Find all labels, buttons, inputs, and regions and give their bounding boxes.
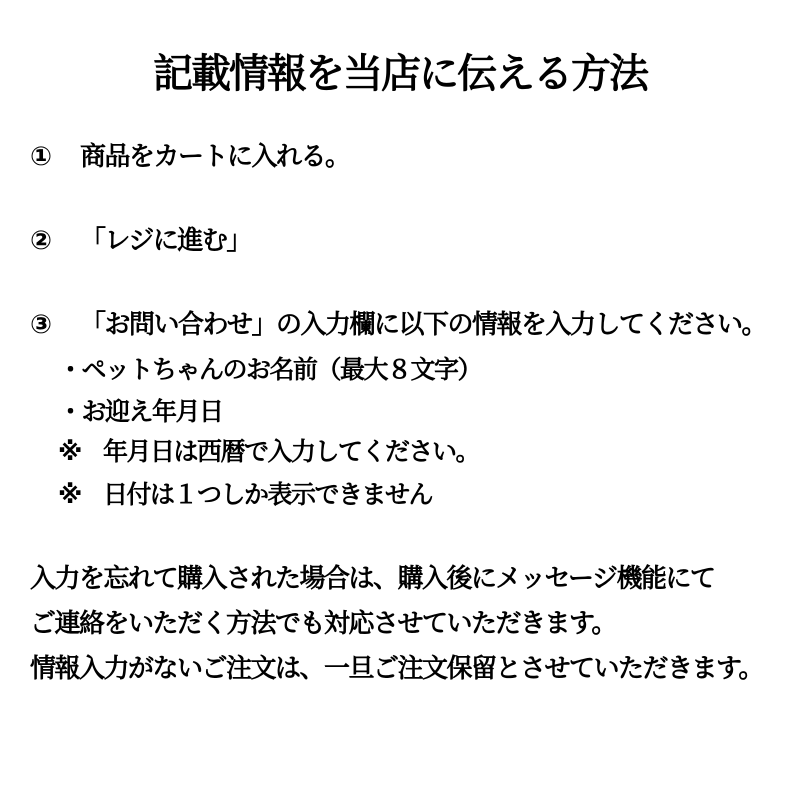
- footer-line-2: ご連絡をいただく方法でも対応させていただきます。: [30, 609, 616, 639]
- step-number-3: ③: [30, 310, 53, 340]
- step-item-1: [30, 141, 800, 173]
- page-title: 記載情報を当店に伝える方法: [153, 51, 647, 97]
- note-item-2: [58, 480, 800, 510]
- bullet-item-pet-name: ・ペットちゃんのお名前（最大８文字）: [58, 355, 482, 384]
- note-marker-1: ※: [58, 437, 83, 466]
- footer-line-1: 入力を忘れて購入された場合は、購入後にメッセージ機能にて: [30, 564, 715, 594]
- note-marker-2: ※: [58, 480, 83, 509]
- bullet-item-welcome-date: ・お迎え年月日: [58, 397, 223, 426]
- step-text-2: 「レジに進む」: [80, 226, 251, 256]
- note-text-2: 日付は１つしか表示できません: [103, 480, 433, 509]
- step-text-1: 商品をカートに入れる。: [80, 142, 350, 172]
- footer-line-3: 情報入力がないご注文は、一旦ご注文保留とさせていただきます。: [30, 654, 763, 684]
- footer-paragraph: [30, 557, 800, 692]
- note-text-1: 年月日は西暦で入力してください。: [103, 437, 480, 466]
- step-number-1: ①: [30, 142, 53, 172]
- step-text-3: 「お問い合わせ」の入力欄に以下の情報を入力してください。: [80, 310, 767, 340]
- step-item-3: [30, 309, 800, 341]
- step-item-2: [30, 225, 800, 257]
- note-item-1: [58, 437, 800, 467]
- step-number-2: ②: [30, 226, 53, 256]
